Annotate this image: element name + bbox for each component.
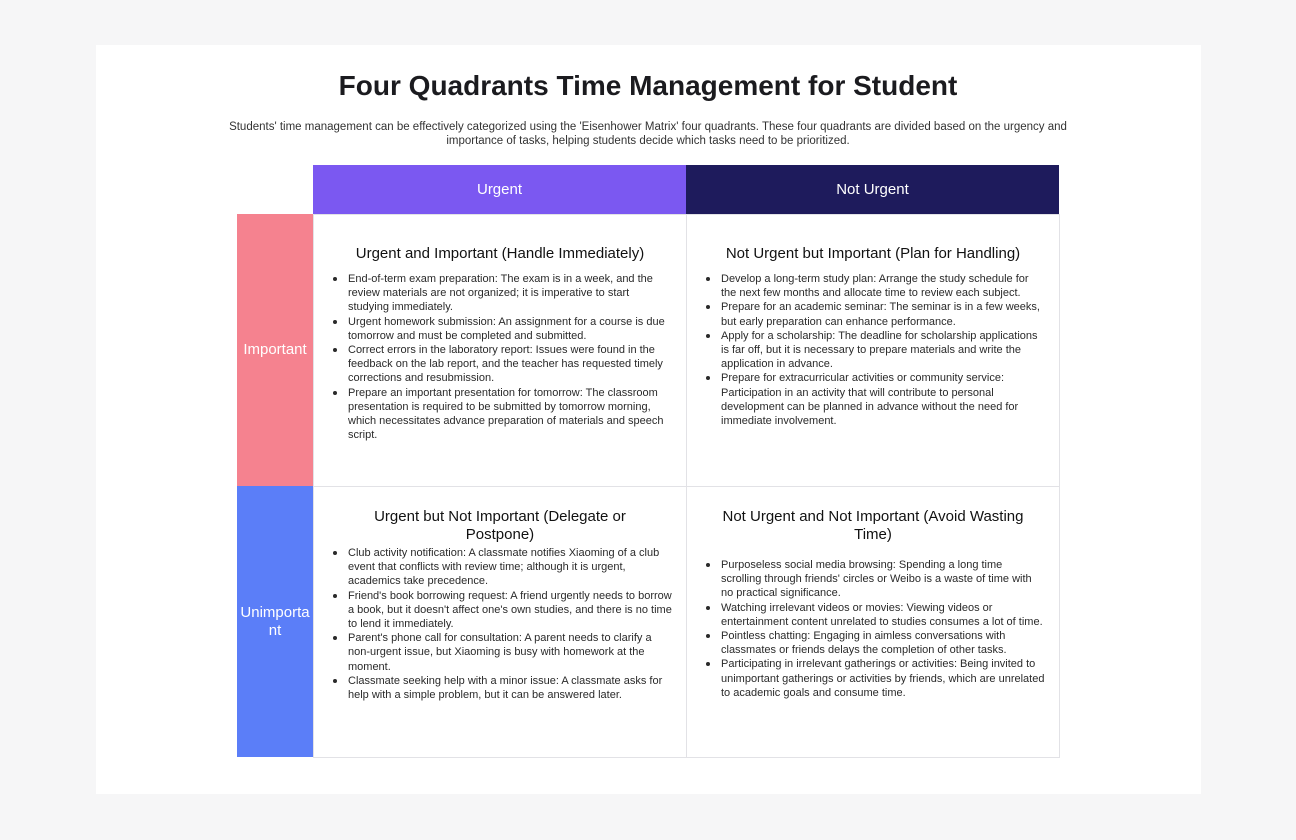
- list-item: Develop a long-term study plan: Arrange the study schedule for the next few months and allocate time to review each subject.: [721, 272, 1059, 300]
- quadrant-list: [314, 272, 686, 442]
- list-item: Prepare for an academic seminar: The seminar is in a few weeks, but early preparation can enhance performance.: [721, 300, 1059, 328]
- quadrant-title: Urgent and Important (Handle Immediately): [355, 245, 645, 262]
- list-item: Club activity notification: A classmate notifies Xiaoming of a club event that conflicts with review time; although it is urgent, academics take precedence.: [348, 546, 686, 589]
- quadrant-title: Urgent but Not Important (Delegate or Postpone): [374, 508, 626, 543]
- list-item: Participating in irrelevant gatherings or activities: Being invited to unimportant gatherings or activities by friends, which are unrelated to academic goals and consume time.: [721, 657, 1059, 700]
- list-item: Prepare for extracurricular activities or community service: Participation in an activity that will contribute to personal development can be planned in advance without the need for immediate involvement.: [721, 371, 1059, 428]
- list-item: Purposeless social media browsing: Spending a long time scrolling through friends' circles or Weibo is a waste of time with no practical significance.: [721, 558, 1059, 601]
- row-header-unimportant: Unimportant: [237, 486, 313, 757]
- quadrant-list: [687, 558, 1059, 700]
- quadrant-title: Not Urgent and Not Important (Avoid Wasting Time): [722, 508, 1024, 543]
- column-header-urgent: Urgent: [313, 165, 686, 214]
- column-header-not-urgent: Not Urgent: [686, 165, 1059, 214]
- list-item: Urgent homework submission: An assignment for a course is due tomorrow and must be completed and submitted.: [348, 315, 686, 343]
- list-item: Apply for a scholarship: The deadline for scholarship applications is far off, but it is necessary to prepare materials and write the application in advance.: [721, 329, 1059, 372]
- list-item: Parent's phone call for consultation: A parent needs to clarify a non-urgent issue, but Xiaoming is busy with homework at the moment.: [348, 631, 686, 674]
- page-title: Four Quadrants Time Management for Student: [338, 70, 958, 101]
- list-item: End-of-term exam preparation: The exam is in a week, and the review materials are not organized; it is imperative to start studying immediately.: [348, 272, 686, 315]
- list-item: Classmate seeking help with a minor issue: A classmate asks for help with a simple problem, but it can be answered later.: [348, 674, 686, 702]
- list-item: Prepare an important presentation for tomorrow: The classroom presentation is required to be submitted by tomorrow morning, which necessitates advance preparation of materials and speech script.: [348, 386, 686, 443]
- quadrant-not-urgent-important: [686, 214, 1060, 487]
- page-subtitle: Students' time management can be effectively categorized using the 'Eisenhower Matrix' four quadrants. These four quadrants are divided based on the urgency and importance of tasks, helping students decide which tasks need to be prioritized.: [229, 121, 1067, 147]
- quadrant-title: Not Urgent but Important (Plan for Handling): [725, 245, 1021, 262]
- list-item: Watching irrelevant videos or movies: Viewing videos or entertainment content unrelated to studies consumes a lot of time.: [721, 601, 1059, 629]
- row-header-important: Important: [237, 214, 313, 486]
- quadrant-list: [314, 546, 686, 702]
- quadrant-urgent-important: [313, 214, 687, 487]
- quadrant-urgent-not-important: [313, 486, 687, 758]
- quadrant-not-urgent-not-important: [686, 486, 1060, 758]
- list-item: Friend's book borrowing request: A friend urgently needs to borrow a book, but it doesn't affect one's own studies, and there is no time to lend it immediately.: [348, 589, 686, 632]
- list-item: Pointless chatting: Engaging in aimless conversations with classmates or friends delays the completion of other tasks.: [721, 629, 1059, 657]
- quadrant-list: [687, 272, 1059, 428]
- list-item: Correct errors in the laboratory report: Issues were found in the feedback on the lab report, and the teacher has requested timely corrections and resubmission.: [348, 343, 686, 386]
